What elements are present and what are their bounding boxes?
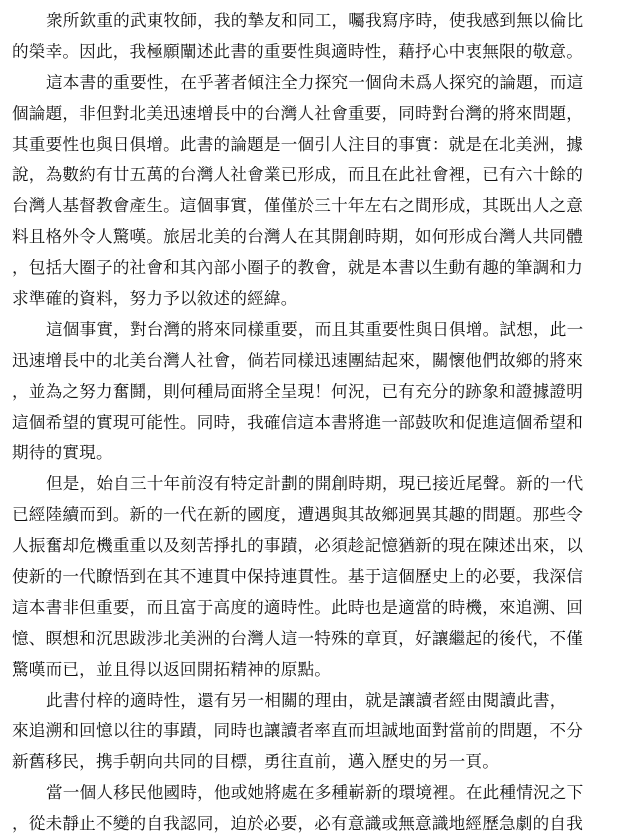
text-line: 這個希望的實現可能性。同時，我確信這本書將進一部鼓吹和促進這個希望和: [12, 412, 583, 432]
text-line: 此書付梓的適時性，還有另一相關的理由，就是讓讀者經由閱讀此書，: [46, 690, 567, 710]
text-line: 迅速增長中的北美台灣人社會，倘若同樣迅速團結起來，關懷他們故鄉的將來: [12, 350, 583, 370]
preface-page: [12, 6, 620, 840]
text-line: 來追溯和回憶以往的事蹟，同時也讓讀者率直而坦誠地面對當前的問題，不分: [12, 721, 583, 741]
text-line: 求準確的資料，努力予以敘述的經緯。: [12, 289, 298, 309]
text-line: 其重要性也與日俱增。此書的論題是一個引人注目的事實：就是在北美洲，據: [12, 134, 583, 154]
text-line: ，並為之努力奮鬪，則何種局面將全呈現！何況，已有充分的跡象和證據證明: [12, 381, 583, 401]
text-line: 已經陸續而到。新的一代在新的國度，遭遇與其故鄉迥異其趣的問題。那些令: [12, 505, 583, 525]
text-line: 衆所欽重的武東牧師，我的摯友和同工，囑我寫序時，使我感到無以倫比: [46, 11, 584, 30]
text-line: 個論題，非但對北美迅速增長中的台灣人社會重要，同時對台灣的將來問題，: [12, 103, 583, 123]
text-line: ，從未靜止不變的自我認同，迫於必要，必有意識或無意識地經歷急劇的自我: [12, 814, 583, 834]
text-line: 這本書的重要性，在乎著者傾注全力探究一個尙未爲人探究的論題，而這: [46, 72, 584, 92]
text-line: 但是，始自三十年前沒有特定計劃的開創時期，現已接近尾聲。新的一代: [46, 474, 584, 494]
text-line: 台灣人基督教會產生。這個事實，僅僅於三十年左右之間形成，其既出人之意: [12, 196, 583, 216]
text-line: 新舊移民，携手朝向共同的目標，勇往直前，邁入歷史的另一頁。: [12, 752, 500, 772]
text-line: 的榮幸。因此，我極願闡述此書的重要性與適時性，藉抒心中衷無限的敬意。: [12, 41, 583, 61]
text-line: ，包括大圈子的社會和其內部小圈子的教會，就是本書以生動有趣的筆調和力: [12, 258, 583, 278]
text-line: 使新的一代瞭悟到在其不連貫中保持連貫性。基于這個歷史上的必要，我深信: [12, 567, 583, 587]
text-line: 這本書非但重要，而且富于高度的適時性。此時也是適當的時機，來追溯、回: [12, 597, 583, 617]
text-line: 期待的實現。: [12, 443, 113, 463]
text-line: 憶、瞑想和沉思跋涉北美洲的台灣人這一特殊的章頁，好讓繼起的後代，不僅: [12, 628, 583, 648]
text-line: 說，為數約有廿五萬的台灣人社會業已形成，而且在此社會裡，已有六十餘的: [12, 165, 583, 185]
text-line: 這個事實，對台灣的將來同樣重要，而且其重要性與日俱增。試想，此一: [46, 319, 584, 339]
text-line: 料且格外令人驚嘆。旅居北美的台灣人在其開創時期，如何形成台灣人共同體: [12, 227, 583, 247]
text-line: 人振奮却危機重重以及刻苦掙扎的事蹟，必須趁記憶猶新的現在陳述出來，以: [12, 536, 583, 556]
text-line: 當一個人移民他國時，他或她將處在多種嶄新的環境裡。在此種情況之下: [46, 783, 584, 803]
text-line: 驚嘆而已，並且得以返回開拓精神的原點。: [12, 659, 332, 679]
